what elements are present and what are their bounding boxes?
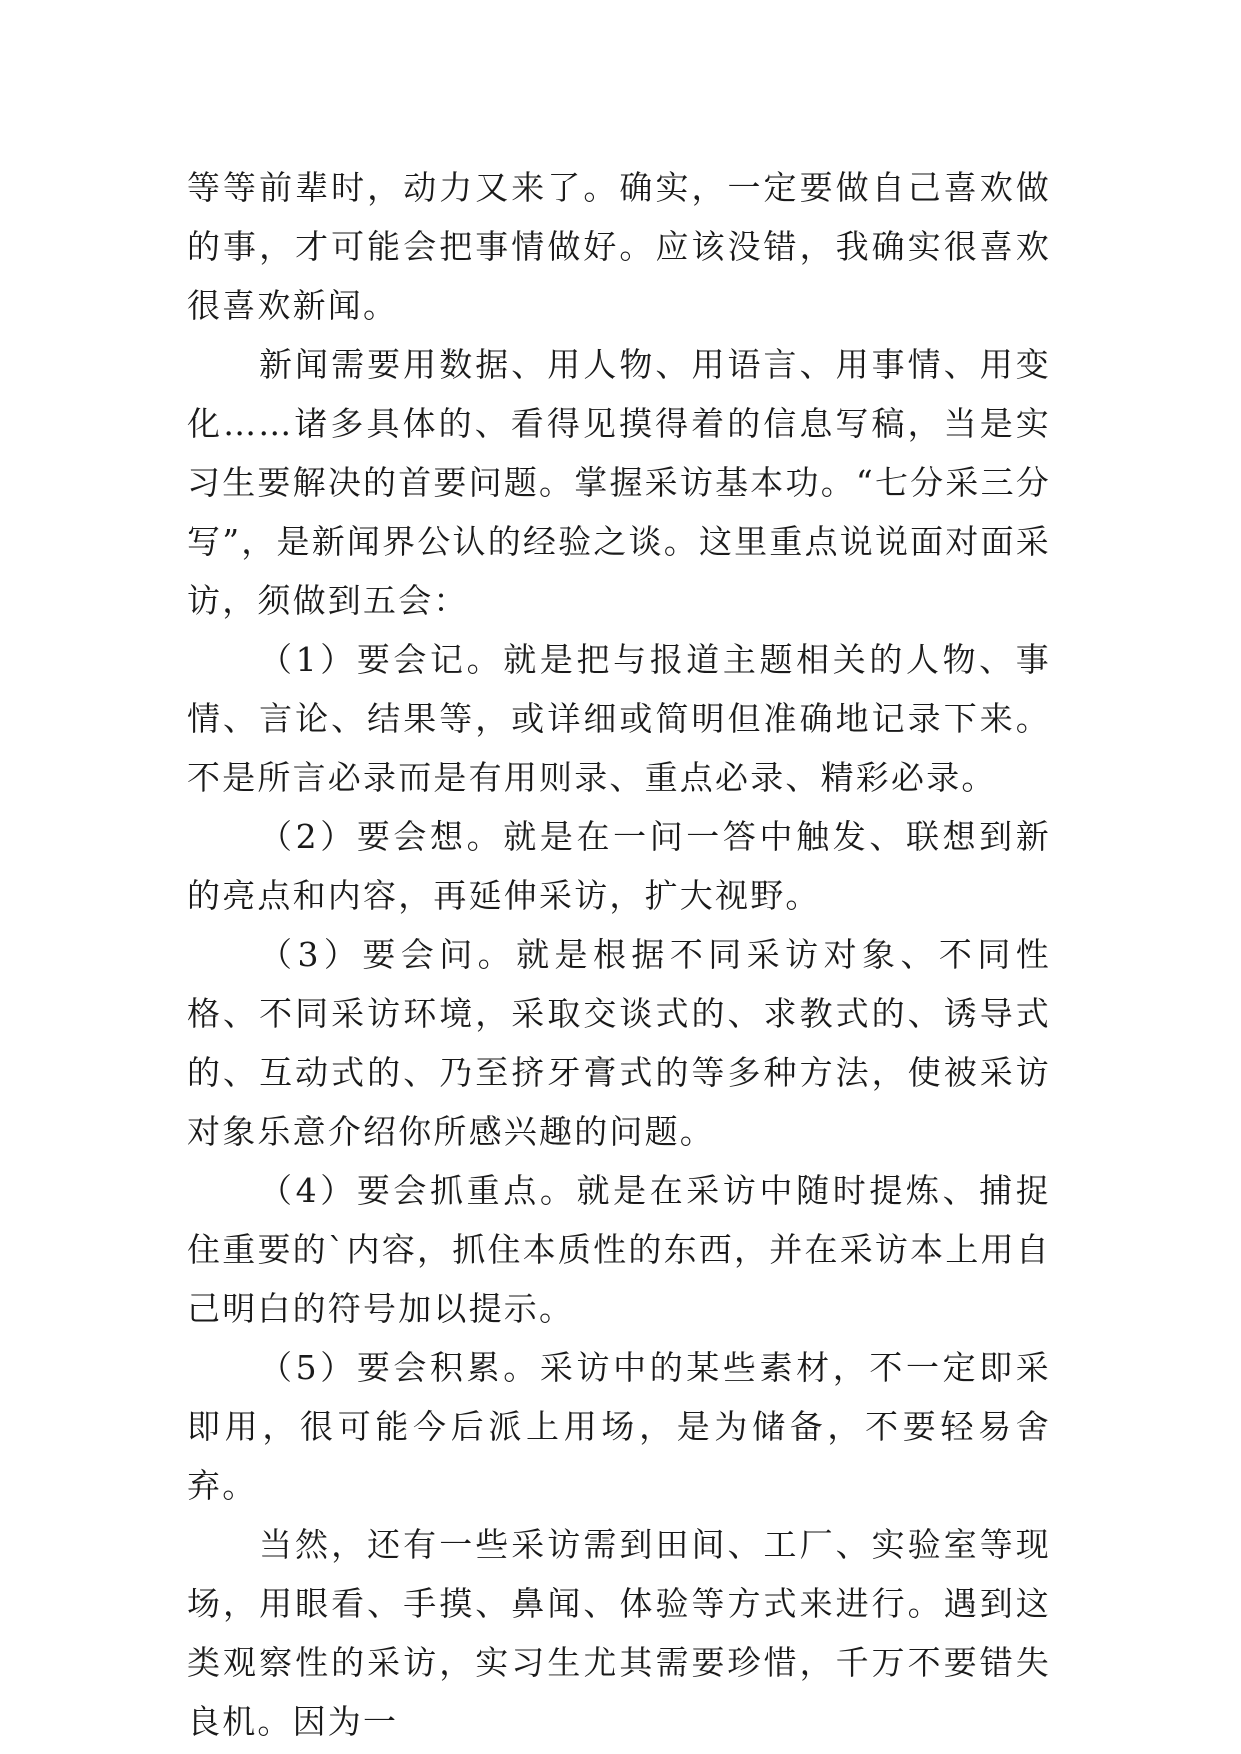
- paragraph-item-2-think: （2）要会想。就是在一问一答中触发、联想到新的亮点和内容，再延伸采访，扩大视野。: [187, 817, 1051, 915]
- paragraph-item-4-focus: （4）要会抓重点。就是在采访中随时提炼、捕捉住重要的`内容，抓住本质性的东西，并在采访本上用自己明白的符号加以提示。: [187, 1171, 1051, 1328]
- paragraph-continuation: 等等前辈时，动力又来了。确实，一定要做自己喜欢做的事，才可能会把事情做好。应该没错，我确实很喜欢很喜欢新闻。: [187, 168, 1051, 325]
- paragraph-news-writing: 新闻需要用数据、用人物、用语言、用事情、用变化……诸多具体的、看得见摸得着的信息写稿，当是实习生要解决的首要问题。掌握采访基本功。“七分采三分写”，是新闻界公认的经验之谈。这里重点说说面对面采访，须做到五会：: [187, 345, 1051, 620]
- paragraph-item-3-ask: （3）要会问。就是根据不同采访对象、不同性格、不同采访环境，采取交谈式的、求教式的、诱导式的、互动式的、乃至挤牙膏式的等多种方法，使被采访对象乐意介绍你所感兴趣的问题。: [187, 935, 1051, 1151]
- document-body: [187, 158, 1051, 1751]
- paragraph-item-1-record: （1）要会记。就是把与报道主题相关的人物、事情、言论、结果等，或详细或简明但准确地记录下来。不是所言必录而是有用则录、重点必录、精彩必录。: [187, 640, 1051, 797]
- paragraph-field-interview: 当然，还有一些采访需到田间、工厂、实验室等现场，用眼看、手摸、鼻闻、体验等方式来进行。遇到这类观察性的采访，实习生尤其需要珍惜，千万不要错失良机。因为一: [187, 1525, 1051, 1741]
- paragraph-item-5-accumulate: （5）要会积累。采访中的某些素材，不一定即采即用，很可能今后派上用场，是为储备，不要轻易舍弃。: [187, 1348, 1051, 1505]
